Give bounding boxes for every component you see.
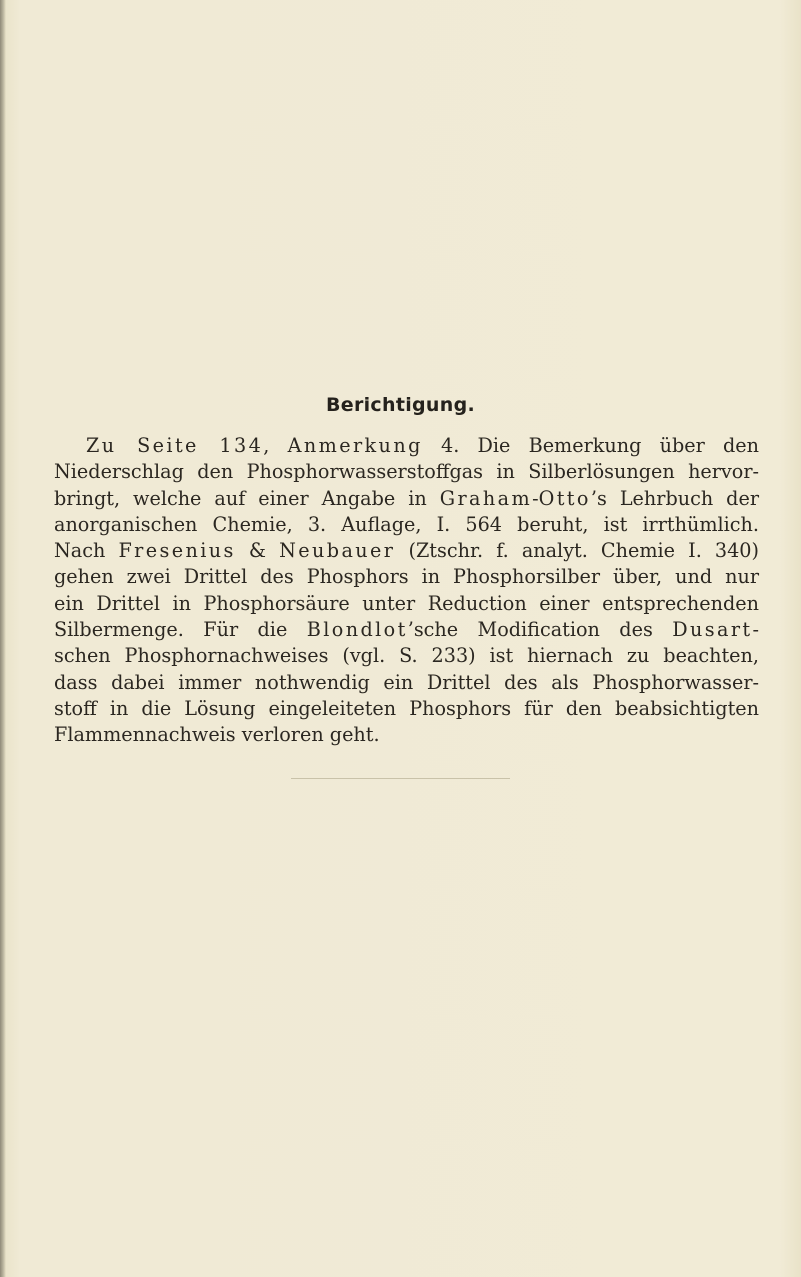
text-line xyxy=(54,696,759,722)
spaced-name: Otto xyxy=(538,486,591,510)
text-line xyxy=(54,538,759,564)
spaced-name: Dusart xyxy=(672,618,753,642)
spaced-name: Graham xyxy=(439,486,533,510)
text-run: - xyxy=(752,618,759,642)
text-run: , xyxy=(263,434,288,457)
spaced-name: Zu Seite 134 xyxy=(86,434,264,457)
spaced-name: Anmerkung xyxy=(287,434,423,457)
text-run: Silbermenge. Für die xyxy=(54,618,307,642)
text-run: dass dabei immer nothwendig ein Drittel des als Phosphorwasser- xyxy=(54,670,759,694)
spaced-name: Neubauer xyxy=(279,539,396,563)
closing-rule xyxy=(291,778,510,779)
text-run: Flammennachweis verloren geht. xyxy=(54,723,380,747)
text-run: Nach xyxy=(54,539,119,563)
binding-edge xyxy=(0,0,6,1277)
text-run: ’s Lehrbuch der xyxy=(590,486,759,510)
text-run: anorganischen Chemie, 3. Auflage, I. 564 beruht, ist irrthümlich. xyxy=(54,512,759,536)
text-line xyxy=(54,486,759,512)
text-run: ein Drittel in Phosphorsäure unter Reduction einer entsprechenden xyxy=(54,591,759,615)
spaced-name: Blondlot xyxy=(306,618,408,642)
text-line xyxy=(54,643,759,669)
erratum-paragraph xyxy=(54,433,759,749)
text-run: bringt, welche auf einer Angabe in xyxy=(54,486,440,510)
text-line xyxy=(54,512,759,538)
text-line xyxy=(54,459,759,485)
text-run: 4. Die Bemerkung über den xyxy=(422,434,760,457)
text-line xyxy=(54,433,759,459)
text-run: & xyxy=(235,539,280,563)
text-run: gehen zwei Drittel des Phosphors in Phosphorsilber über, und nur xyxy=(54,565,759,589)
text-line xyxy=(54,591,759,617)
text-run: stoff in die Lösung eingeleiteten Phosphors für den beabsichtigten xyxy=(54,696,759,720)
text-run: Niederschlag den Phosphorwasserstoffgas in Silberlösungen hervor- xyxy=(54,460,759,484)
text-line xyxy=(54,670,759,696)
text-run: - xyxy=(532,486,539,510)
erratum-heading: Berichtigung. xyxy=(325,394,475,416)
text-run: ’sche Modification des xyxy=(407,618,673,642)
text-run: schen Phosphornachweises (vgl. S. 233) ist hiernach zu beachten, xyxy=(54,644,759,668)
text-line xyxy=(54,617,759,643)
text-line xyxy=(54,722,759,748)
text-line xyxy=(54,564,759,590)
text-run: (Ztschr. f. analyt. Chemie I. 340) xyxy=(395,539,759,563)
spaced-name: Fresenius xyxy=(118,539,236,563)
